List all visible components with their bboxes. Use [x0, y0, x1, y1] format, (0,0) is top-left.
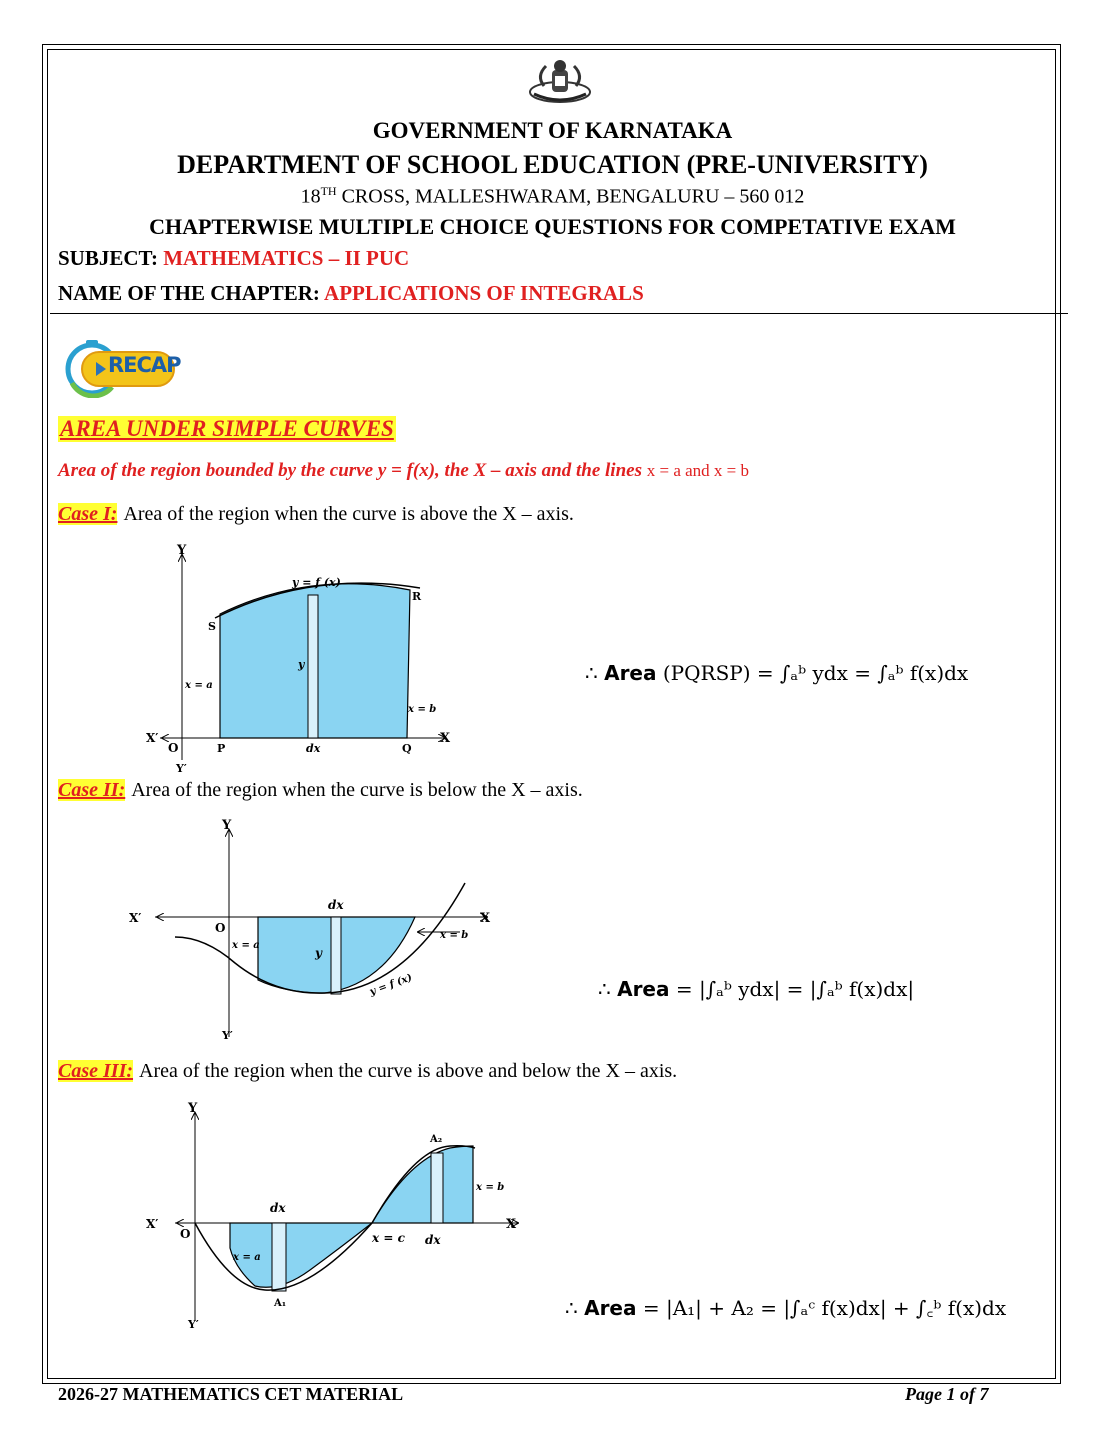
case-3-dx1: dx [270, 1201, 286, 1215]
subject-line: SUBJECT: MATHEMATICS – II PUC [58, 246, 410, 270]
case-1-xb: x = b [408, 704, 437, 715]
case-2-curve-label: y = f (x) [368, 972, 414, 998]
case-1-label: Case I: [58, 503, 118, 525]
case-1-origin: O [168, 741, 179, 755]
case-3-yneg-label: Y′ [188, 1318, 199, 1331]
section-description: Area of the region bounded by the curve y = f(x), the X – axis and the lines x = a and x = b [58, 460, 749, 481]
case-3-diagram [140, 1098, 530, 1333]
header-exam-title: CHAPTERWISE MULTIPLE CHOICE QUESTIONS FOR COMPETATIVE EXAM [149, 214, 956, 239]
case-1-formula: ∴ Area (PQRSP) = ∫ₐᵇ ydx = ∫ₐᵇ f(x)dx [585, 661, 969, 685]
footer-page-number: Page 1 of 7 [905, 1384, 989, 1404]
case-1-heading: Case I: Area of the region when the curve is above the X – axis. [58, 503, 574, 525]
case-2-y: y [315, 946, 322, 960]
case-1-r: R [412, 590, 422, 603]
case-3-a1: A₁ [274, 1298, 287, 1309]
case-3-xneg-label: X′ [146, 1217, 159, 1231]
case-1-s: S [208, 620, 216, 633]
case-1-curve-label: y = f (x) [292, 576, 341, 589]
case-2-label: Case II: [58, 779, 126, 801]
case-3-xb: x = b [476, 1182, 505, 1193]
case-2-formula: ∴ Area = |∫ₐᵇ ydx| = |∫ₐᵇ f(x)dx| [598, 977, 915, 1001]
header-department: DEPARTMENT OF SCHOOL EDUCATION (PRE-UNIVERSITY) [177, 150, 928, 179]
footer-left: 2026-27 MATHEMATICS CET MATERIAL [58, 1384, 404, 1404]
case-2-y-label: Y [222, 818, 232, 833]
case-1-p: P [217, 742, 226, 755]
header-government: GOVERNMENT OF KARNATAKA [372, 118, 733, 143]
case-2-xneg-label: X′ [129, 911, 142, 925]
case-2-x-label: X [480, 911, 491, 926]
case-3-xc: x = c [372, 1231, 405, 1245]
case-2-dx: dx [328, 898, 344, 912]
header-address: 18TH CROSS, MALLESHWARAM, BENGALURU – 560 012 [300, 184, 805, 208]
case-1-diagram [140, 540, 460, 775]
case-3-y-label: Y [188, 1101, 198, 1116]
case-1-q: Q [402, 742, 412, 755]
case-3-x-label: X [506, 1217, 517, 1232]
case-2-yneg-label: Y′ [222, 1029, 233, 1042]
recap-label: RECAP [108, 353, 181, 377]
case-1-yneg-label: Y′ [176, 762, 187, 775]
case-3-formula: ∴ Area = |A₁| + A₂ = |∫ₐᶜ f(x)dx| + ∫꜀ᵇ f(x)dx [565, 1296, 1007, 1320]
case-1-y-label: Y [177, 543, 187, 558]
header-divider [50, 313, 1068, 314]
case-2-xa: x = a [232, 940, 260, 951]
case-2-diagram [125, 815, 500, 1045]
case-3-label: Case III: [58, 1060, 134, 1082]
case-2-xb: x = b [440, 930, 469, 941]
case-3-dx2: dx [425, 1233, 441, 1247]
case-3-a2: A₂ [430, 1134, 443, 1145]
case-1-y: y [298, 658, 305, 671]
case-3-origin: O [180, 1227, 191, 1241]
case-1-xneg-label: X′ [146, 731, 159, 745]
case-3-xa: x = a [233, 1252, 261, 1263]
section-title: AREA UNDER SIMPLE CURVES [60, 416, 394, 441]
recap-badge [60, 338, 181, 398]
karnataka-emblem-icon [524, 56, 596, 106]
case-1-x-label: X [440, 731, 451, 746]
case-1-xa: x = a [185, 680, 213, 691]
case-2-origin: O [215, 921, 226, 935]
case-1-dx: dx [306, 742, 321, 755]
chapter-line: NAME OF THE CHAPTER: APPLICATIONS OF INTEGRALS [58, 281, 644, 305]
case-2-heading: Case II: Area of the region when the curve is below the X – axis. [58, 779, 583, 801]
case-3-heading: Case III: Area of the region when the curve is above and below the X – axis. [58, 1060, 678, 1082]
